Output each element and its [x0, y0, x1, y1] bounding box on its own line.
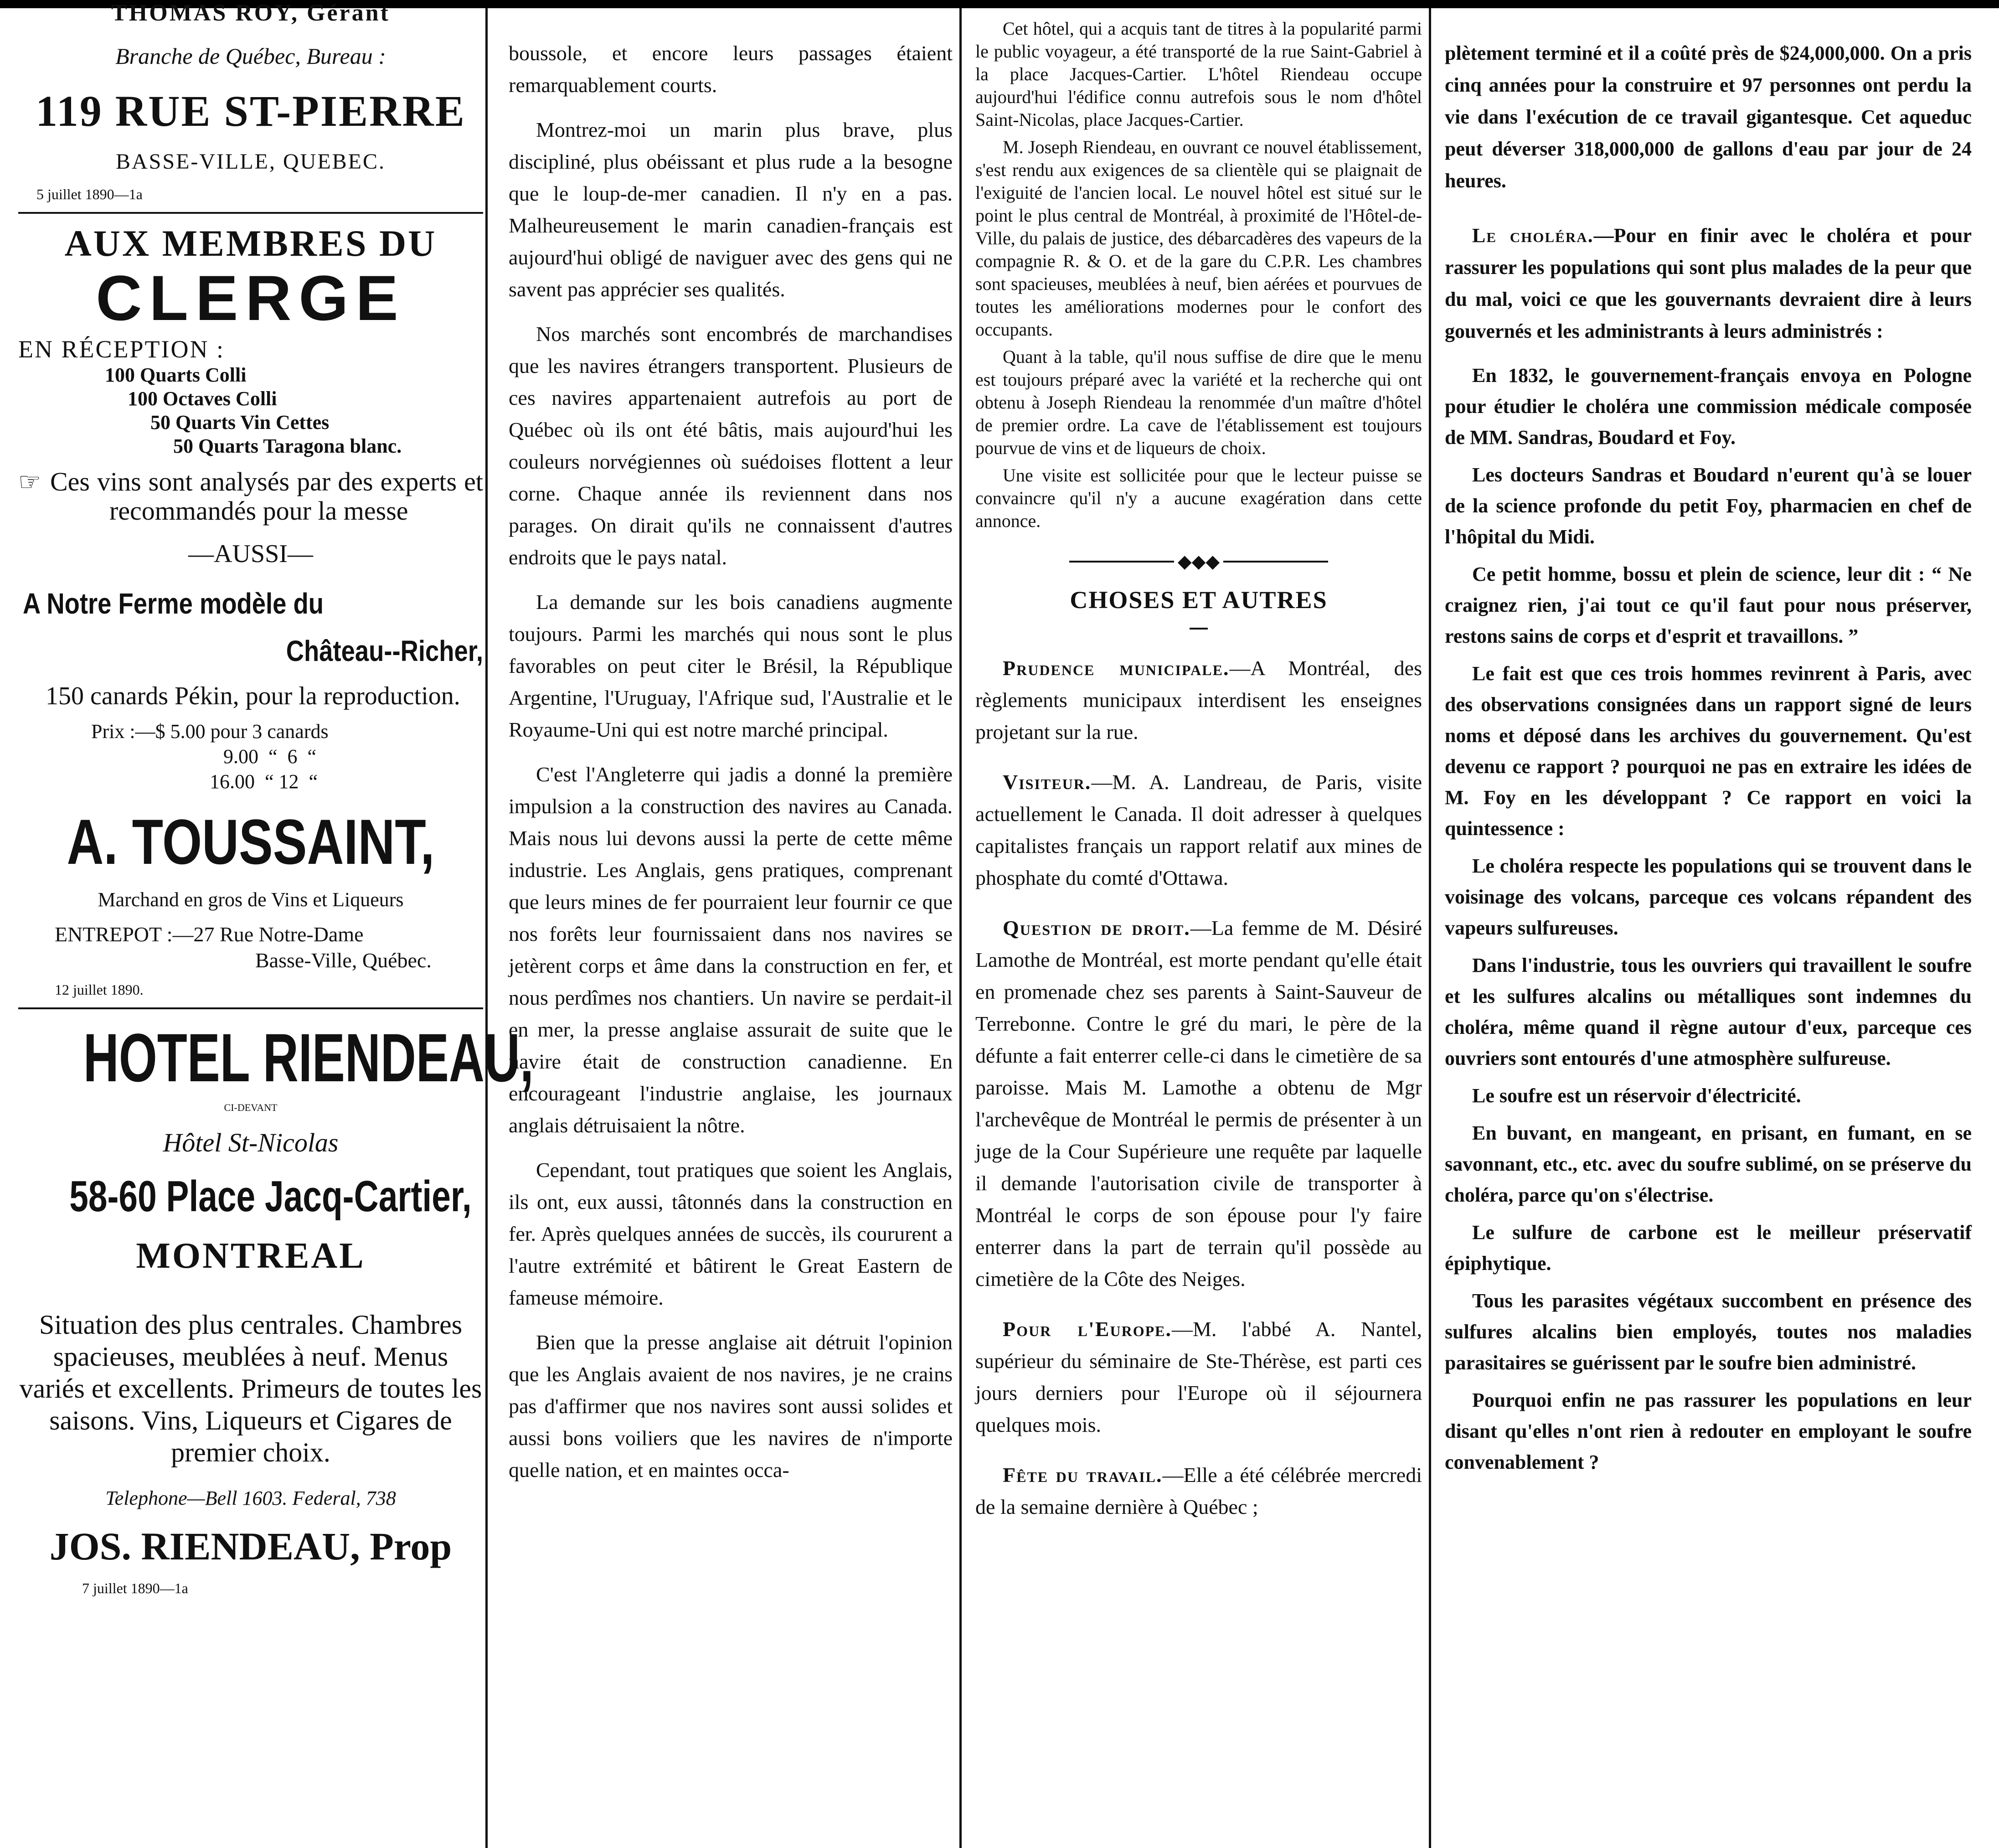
section-title: CHOSES ET AUTRES — [1070, 586, 1328, 614]
item-text: —M. l'abbé A. Nantel, supérieur du séminaire de Ste-Thérèse, est parti ces jours derniers pour l'Europe où il séjournera quelques mois. — [975, 1317, 1422, 1436]
wines-note-text: Ces vins sont analysés par des experts et recommandés pour la messe — [50, 467, 483, 526]
farm-name: Château--Richer, — [286, 635, 483, 667]
short-rule — [1190, 628, 1208, 630]
paragraph: boussole, et encore leurs passages étaient remarquablement courts. — [509, 41, 953, 97]
paragraph: Dans l'industrie, tous les ouvriers qui travaillent le soufre et les sulfures alcalins ou métalliques sont indemnes du choléra, même quand il règne autour d'eux, parceque ces ouvriers sont entourés d'une atmosphère sulfureuse. — [1445, 954, 1972, 1069]
reception-label: EN RÉCEPTION : — [18, 336, 225, 363]
item-head: Fête du travail. — [1003, 1463, 1163, 1487]
paragraph: Le choléra respecte les populations qui se trouvent dans le voisinage des volcans, parceque ces volcans répandent des vapeurs sulfureuses. — [1445, 855, 1972, 939]
divider — [18, 1007, 483, 1009]
paragraph: Nos marchés sont encombrés de marchandises que les navires étrangers transportent. Plusieurs de ces navires appartenaient autrefois au port de Québec où ils ont été bâtis, mais aujourd'hui les couleurs norvégiennes où suédoises flottent a leur corne. Chaque année ils reviennent dans nos parages. On dirait qu'ils ne connaissent d'autres endroits que le pays natal. — [509, 322, 953, 569]
ad-date: 7 juillet 1890—1a — [82, 1580, 188, 1596]
paragraph: En buvant, en mangeant, en prisant, en fumant, en se savonnant, etc., etc. avec du soufre sublimé, on se préserve du choléra, parce qu'on s'électrise. — [1445, 1122, 1972, 1206]
wine-item: 100 Octaves Colli — [128, 387, 277, 410]
ad-date: 5 juillet 1890—1a — [36, 186, 143, 202]
diamond-ornament-icon: ◆◆◆ — [1177, 551, 1220, 572]
formerly-label: CI-DEVANT — [224, 1102, 278, 1113]
paragraph: Tous les parasites végétaux succombent en présence des sulfures alcalins bien employés, toutes nos maladies parasitaires se guérissent par le soufre bien administré. — [1445, 1290, 1972, 1374]
manager-name: THOMAS ROY, Gérant — [111, 0, 390, 26]
wine-item: 50 Quarts Taragona blanc. — [173, 435, 402, 457]
ornament-divider — [975, 551, 1422, 572]
hotel-proprietor: JOS. RIENDEAU, Prop — [49, 1524, 452, 1568]
merchant-name: A. TOUSSAINT, — [67, 806, 435, 878]
article-column-shipping — [488, 8, 962, 1845]
item-head: Le choléra. — [1472, 224, 1594, 247]
paragraph: C'est l'Angleterre qui jadis a donné la première impulsion a la construction des navires au Canada. Mais nous lui devons aussi la perte de cette même industrie. Les Anglais, gens pratiques, comprenant que leurs mines de fer pourraient leur fournir ce que nos forêts leur fournissaient dans nos navires se jetèrent corps et âme dans la construction en fer, et nous perdîmes nos chantiers. Un navire se perdait-il en mer, la presse anglaise assurait de suite que le navire était de construction canadienne. En encourageant l'industrie anglaise, les journaux anglais détruisaient la nôtre. — [509, 763, 953, 1137]
ads-column — [0, 0, 534, 1845]
cholera-heading-paragraph — [1445, 220, 1972, 347]
paragraph: Les docteurs Sandras et Boudard n'eurent qu'à se louer de la science profonde du petit Foy, pharmacien en chef de l'hôpital du Midi. — [1445, 464, 1972, 548]
item-text: —Pour en finir avec le choléra et pour rassurer les populations qui sont plus malades de la peur que du mal, voici ce que les gouvernants devraient dire à leurs gouvernés et les administrants à leurs administrés : — [1445, 224, 1972, 342]
hotel-telephone: Telephone—Bell 1603. Federal, 738 — [105, 1487, 396, 1509]
item-text: —A Montréal, des règlements municipaux interdisent les enseignes projetant sur la rue. — [975, 656, 1422, 743]
paragraph: Le fait est que ces trois hommes revinrent à Paris, avec des observations consignées dans un rapport signé de leurs noms et déposé dans les archives du gouvernement. Qu'est devenu ce rapport ? pourquoi ne pas en extraire les idées de M. Foy en les développant ? Ce rapport en voici la quintessence : — [1445, 662, 1972, 840]
ducks-offer: 150 canards Pékin, pour la reproduction. — [46, 682, 460, 710]
paragraph: Pourquoi enfin ne pas rassurer les populations en leur disant qu'elles n'ont rien à redouter en employant le soufre convenablement ? — [1445, 1389, 1972, 1473]
article-column-cholera — [1431, 8, 1999, 1845]
paragraph: Montrez-moi un marin plus brave, plus discipliné, plus obéissant et plus rude a la besogne que le loup-de-mer canadien. Il n'y en a pas. Malheureusement le marin canadien-français est aujourd'hui obligé de naviguer avec des gens qui ne savent pas apprécier ses qualités. — [509, 118, 953, 301]
wines-note — [18, 467, 483, 526]
item-text: —La femme de M. Désiré Lamothe de Montréal, est morte pendant qu'elle était en promenade chez ses parents à Saint-Sauveur de Terrebonne. Contre le gré du mari, le père de la défunte a fait enterrer celle-ci dans le cimetière de sa paroisse. Mais M. Lamothe a obtenu de Mgr l'archevêque de Montréal le permis de présenter à un juge de la Cour Supérieure une requête par laquelle il demande l'autorisation civile de transporter à Montréal le corps de son épouse pour l'y faire enterrer dans la part de terrain qu'il possède au cimetière de la Côte des Neiges. — [975, 916, 1422, 1291]
wine-item: 50 Quarts Vin Cettes — [150, 411, 330, 434]
paragraph: Une visite est sollicitée pour que le lecteur puisse se convaincre qu'il n'y a aucune exagération dans cette annonce. — [975, 465, 1422, 531]
news-item — [975, 652, 1422, 748]
paragraph: Cet hôtel, qui a acquis tant de titres à la popularité parmi le public voyageur, a été transporté de la rue Saint-Gabriel à la place Jacques-Cartier. L'hôtel Riendeau occupe aujourd'hui l'édifice connu autrefois sous le nom d'hôtel Saint-Nicolas, place Jacques-Cartier. — [975, 18, 1422, 130]
paragraph: M. Joseph Riendeau, en ouvrant ce nouvel établissement, s'est rendu aux exigences de sa clientèle qui se plaignait de l'exiguité de l'ancien local. Le nouvel hôtel est situé sur le point le plus central de Montréal, à proximité de l'Hôtel-de-Ville, du palais de justice, des débarcadères des vapeurs de la compagnie R. & O. et de la gare du C.P.R. Les chambres sont spacieuses, meublées à neuf, bien aérées et pourvues de toutes les améliorations modernes pour le confort des occupants. — [975, 137, 1422, 340]
hotel-name: HOTEL RIENDEAU, — [83, 1019, 534, 1096]
paragraph: Ce petit homme, bossu et plein de science, leur dit : “ Ne craignez rien, j'ai tout ce qu'il faut pour nous préserver, restons sains de corps et d'esprit et travaillons. ” — [1445, 563, 1972, 647]
divider — [18, 212, 483, 214]
price-line: Prix :—$ 5.00 pour 3 canards — [91, 720, 329, 743]
item-head: Prudence municipale. — [1003, 656, 1230, 680]
hotel-city: MONTREAL — [136, 1236, 366, 1276]
paragraph: Bien que la presse anglaise ait détruit l'opinion que les Anglais avaient de nos navires, je ne crains pas d'affirmer que nos navires sont aussi solides et aussi bons voiliers que les navires de n'importe quelle nation, et en maintes occa- — [509, 1331, 953, 1481]
former-hotel-name: Hôtel St-Nicolas — [163, 1128, 339, 1157]
hotel-description: Situation des plus centrales. Chambres spacieuses, meublées à neuf. Menus variés et excellents. Primeurs de toutes les saisons. Vins, Liqueurs et Cigares de premier choix. — [19, 1310, 482, 1467]
warehouse-city: Basse-Ville, Québec. — [255, 949, 432, 972]
news-item — [975, 1459, 1422, 1523]
merchant-description: Marchand en gros de Vins et Liqueurs — [98, 888, 404, 911]
wine-item: 100 Quarts Colli — [105, 364, 247, 386]
aussi-label: —AUSSI— — [188, 540, 313, 568]
price-line: 9.00 “ 6 “ — [223, 745, 317, 768]
office-address: 119 RUE ST-PIERRE — [36, 87, 466, 135]
paragraph: Le sulfure de carbone est le meilleur préservatif épiphytique. — [1445, 1221, 1972, 1275]
item-head: Visiteur. — [1003, 770, 1092, 794]
paragraph: La demande sur les bois canadiens augmente toujours. Parmi les marchés qui nous sont le plus favorables on peut citer le Brésil, la République Argentine, l'Uruguay, l'Afrique sud, l'Australie et le Royaume-Uni qui est notre marché principal. — [509, 590, 953, 741]
article-column-hotel — [962, 8, 1431, 1845]
paragraph: Cependant, tout pratiques que soient les Anglais, ils ont, eux aussi, tâtonnés dans la construction en fer. Après quelques années de succès, ils coururent a l'autre extrémité et bâtirent le Great Eastern de fameuse mémoire. — [509, 1158, 953, 1309]
warehouse-line: ENTREPOT :—27 Rue Notre-Dame — [55, 923, 364, 946]
pointing-hand-icon: ☞ — [18, 468, 41, 496]
paragraph: En 1832, le gouvernement-français envoya en Pologne pour étudier le choléra une commission médicale composée de MM. Sandras, Boudard et Foy. — [1445, 364, 1972, 449]
farm-line: A Notre Ferme modèle du — [23, 587, 324, 620]
office-city: BASSE-VILLE, QUEBEC. — [116, 150, 386, 174]
paragraph: Quant à la table, qu'il nous suffise de dire que le menu est toujours préparé avec la variété et la recherche qui ont obtenu à Joseph Riendeau la renommée d'un maître d'hôtel de premier ordre. La cave de l'établissement est toujours pourvue de vins et de liqueurs de choix. — [975, 346, 1422, 458]
branch-line: Branche de Québec, Bureau : — [115, 43, 386, 69]
hotel-address: 58-60 Place Jacq-Cartier, — [69, 1172, 472, 1221]
item-head: Pour l'Europe. — [1003, 1317, 1172, 1341]
item-text: —M. A. Landreau, de Paris, visite actuellement le Canada. Il doit adresser à quelques capitalistes français un rapport relatif aux mines de phosphate du comté d'Ottawa. — [975, 770, 1422, 889]
item-text: —Elle a été célébrée mercredi de la semaine dernière à Québec ; — [975, 1463, 1422, 1518]
news-item — [975, 1313, 1422, 1441]
news-item — [975, 912, 1422, 1295]
paragraph: plètement terminé et il a coûté près de $24,000,000. On a pris cinq années pour la construire et 97 personnes ont perdu la vie dans l'exécution de ce travail gigantesque. Cet aqueduc peut déverser 318,000,000 de gallons d'eau par jour de 24 heures. — [1445, 42, 1972, 192]
clergy-title: CLERGE — [96, 262, 406, 334]
item-head: Question de droit. — [1003, 916, 1190, 939]
price-line: 16.00 “ 12 “ — [210, 770, 318, 793]
news-item — [975, 766, 1422, 894]
clergy-headline: AUX MEMBRES DU — [64, 222, 437, 264]
ad-date: 12 juillet 1890. — [55, 981, 144, 998]
paragraph: Le soufre est un réservoir d'électricité. — [1472, 1084, 1801, 1107]
